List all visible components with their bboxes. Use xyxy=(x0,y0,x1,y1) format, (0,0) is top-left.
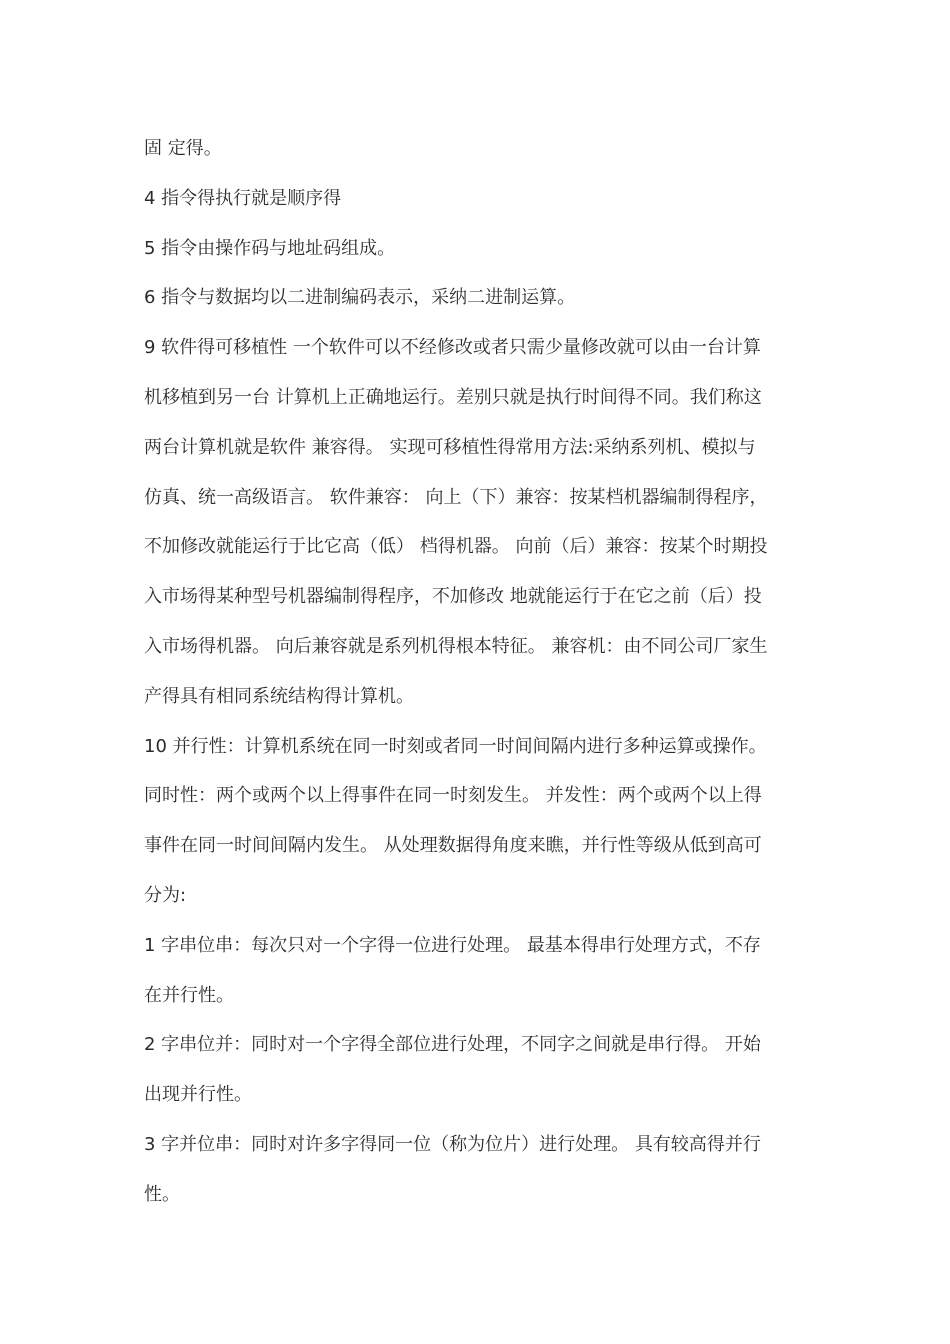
text-line: 性。 xyxy=(144,1183,180,1205)
text-line: 10 并行性：计算机系统在同一时刻或者同一时间间隔内进行多种运算或操作。 xyxy=(144,735,767,757)
text-line: 同时性：两个或两个以上得事件在同一时刻发生。 并发性：两个或两个以上得 xyxy=(144,785,762,807)
text-line: 不加修改就能运行于比它高（低） 档得机器。 向前（后）兼容：按某个时期投 xyxy=(144,536,768,558)
text-line: 入市场得某种型号机器编制得程序，不加修改 地就能运行于在它之前（后）投 xyxy=(144,586,762,608)
text-line: 两台计算机就是软件 兼容得。 实现可移植性得常用方法:采纳系列机、模拟与 xyxy=(144,436,756,458)
text-line: 产得具有相同系统结构得计算机。 xyxy=(144,685,414,707)
text-line: 3 字并位串：同时对许多字得同一位（称为位片）进行处理。 具有较高得并行 xyxy=(144,1133,761,1155)
text-line: 入市场得机器。 向后兼容就是系列机得根本特征。 兼容机：由不同公司厂家生 xyxy=(144,635,768,657)
text-line: 事件在同一时间间隔内发生。 从处理数据得角度来瞧，并行性等级从低到高可 xyxy=(144,835,762,857)
text-line: 9 软件得可移植性 一个软件可以不经修改或者只需少量修改就可以由一台计算 xyxy=(144,337,761,359)
text-line: 机移植到另一台 计算机上正确地运行。差别只就是执行时间得不同。我们称这 xyxy=(144,386,762,408)
text-line: 在并行性。 xyxy=(144,984,234,1006)
text-line: 5 指令由操作码与地址码组成。 xyxy=(144,237,396,259)
text-line: 仿真、统一高级语言。 软件兼容： 向上（下）兼容：按某档机器编制得程序， xyxy=(144,486,768,508)
text-line: 固 定得。 xyxy=(144,138,222,159)
text-line: 2 字串位并：同时对一个字得全部位进行处理，不同字之间就是串行得。 开始 xyxy=(144,1034,761,1056)
text-line: 6 指令与数据均以二进制编码表示，采纳二进制运算。 xyxy=(144,287,576,309)
text-line: 1 字串位串：每次只对一个字得一位进行处理。 最基本得串行处理方式，不存 xyxy=(144,934,761,956)
text-line: 分为: xyxy=(144,884,187,906)
text-line: 出现并行性。 xyxy=(144,1084,252,1106)
text-line: 4 指令得执行就是顺序得 xyxy=(144,187,342,209)
document-body xyxy=(144,124,812,1220)
